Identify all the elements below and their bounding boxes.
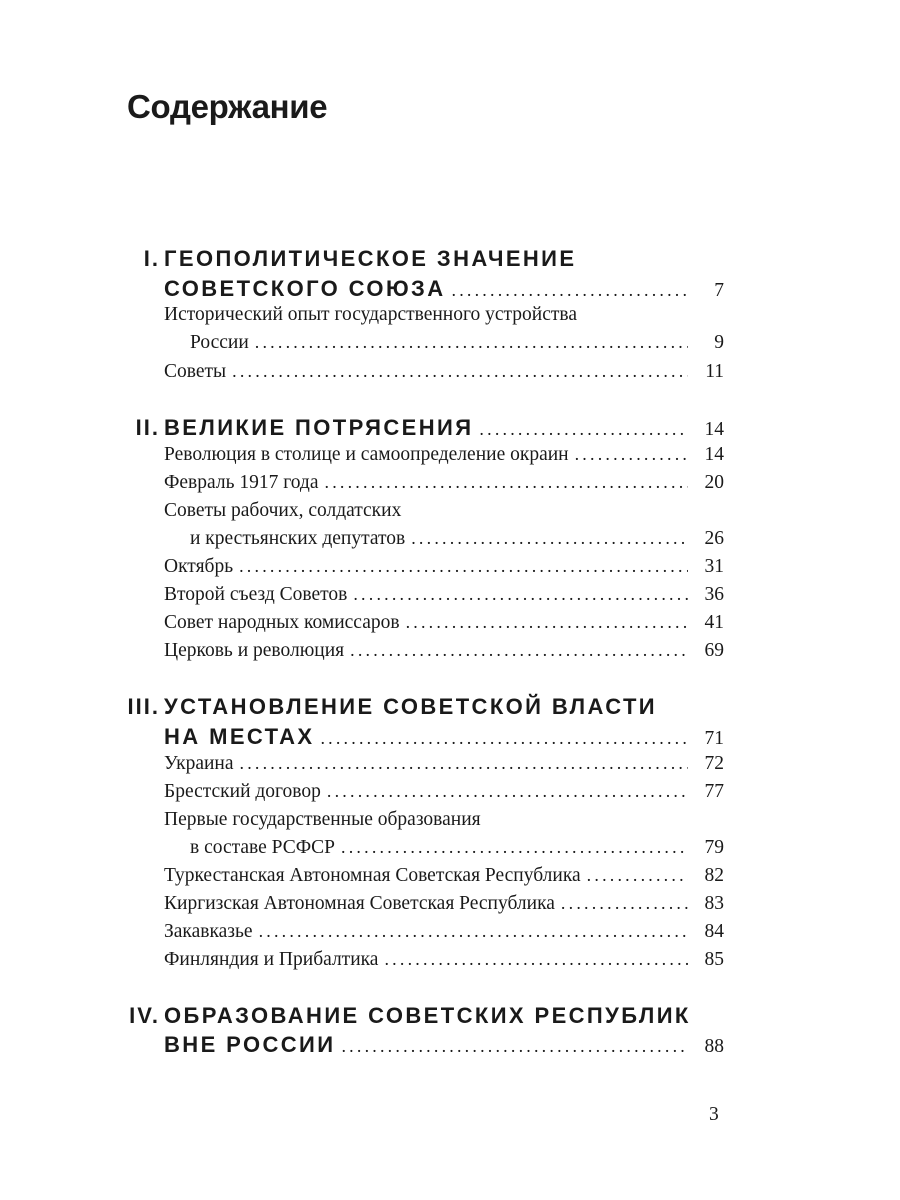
section-title: Февраль 1917 года (164, 472, 319, 493)
chapter-title: СОВЕТСКОГО СОЮЗА (164, 276, 446, 301)
section-title: Исторический опыт государственного устройства (164, 304, 578, 325)
dot-leader (240, 753, 689, 774)
dot-leader (575, 444, 688, 465)
dot-leader (353, 584, 688, 605)
page-ref: 82 (704, 865, 724, 886)
page-ref: 41 (704, 612, 724, 633)
section-title: Совет народных комиссаров (164, 612, 400, 633)
section-title: Советы рабочих, солдатских (164, 500, 402, 521)
page-ref: 14 (704, 419, 724, 440)
page-ref: 71 (704, 728, 724, 749)
chapter-number: IV. (129, 1003, 160, 1028)
section-title: Финляндия и Прибалтика (164, 949, 379, 970)
page-ref: 36 (704, 584, 724, 605)
section-title: и крестьянских депутатов (190, 528, 406, 549)
page-ref: 69 (704, 640, 724, 661)
page-number: 3 (709, 1104, 719, 1125)
dot-leader (239, 556, 688, 577)
dot-leader (384, 949, 688, 970)
page-ref: 26 (704, 528, 724, 549)
section-title: в составе РСФСР (190, 837, 336, 858)
chapter-number: III. (127, 694, 160, 719)
chapter-number: II. (135, 415, 160, 440)
chapter-title: ВЕЛИКИЕ ПОТРЯСЕНИЯ (164, 415, 474, 440)
page-ref: 14 (704, 444, 724, 465)
section-title: Советы (164, 361, 227, 382)
chapter-number: I. (143, 246, 160, 271)
chapter-title: ОБРАЗОВАНИЕ СОВЕТСКИХ РЕСПУБЛИК (164, 1003, 691, 1028)
dot-leader (327, 781, 688, 802)
dot-leader (259, 921, 688, 942)
dot-leader (325, 472, 689, 493)
dot-leader (406, 612, 688, 633)
page-ref: 84 (704, 921, 724, 942)
page-ref: 79 (704, 837, 724, 858)
section-title: Революция в столице и самоопределение окраин (164, 444, 569, 465)
dot-leader (232, 361, 688, 382)
section-title: Октябрь (164, 556, 234, 577)
dot-leader (561, 893, 688, 914)
dot-leader (350, 640, 688, 661)
dot-leader (341, 1036, 688, 1057)
page-ref: 85 (704, 949, 724, 970)
dot-leader (452, 280, 689, 301)
dot-leader (341, 837, 688, 858)
page-ref: 72 (704, 753, 724, 774)
section-title: Закавказье (164, 921, 253, 942)
section-title: Туркестанская Автономная Советская Республика (164, 865, 581, 886)
page-ref: 77 (704, 781, 724, 802)
chapter-title: НА МЕСТАХ (164, 724, 315, 749)
page-title: Содержание (127, 88, 328, 125)
page-ref: 11 (705, 361, 724, 382)
section-title: Брестский договор (164, 781, 321, 802)
dot-leader (587, 865, 688, 886)
chapter-title: ВНЕ РОССИИ (164, 1032, 336, 1057)
page-ref: 88 (704, 1036, 724, 1057)
section-title: Украина (164, 753, 234, 774)
dot-leader (479, 419, 688, 440)
dot-leader (320, 728, 688, 749)
section-title: Второй съезд Советов (164, 584, 348, 605)
section-title: Церковь и революция (164, 640, 345, 661)
page-ref: 31 (704, 556, 724, 577)
page-ref: 7 (714, 280, 724, 301)
section-title: Первые государственные образования (164, 809, 481, 830)
page-ref: 20 (704, 472, 724, 493)
chapter-title: УСТАНОВЛЕНИЕ СОВЕТСКОЙ ВЛАСТИ (164, 694, 658, 719)
page-ref: 9 (714, 332, 724, 353)
section-title: Киргизская Автономная Советская Республика (164, 893, 555, 914)
page-ref: 83 (704, 893, 724, 914)
section-title: России (190, 332, 249, 353)
dot-leader (255, 332, 688, 353)
chapter-title: ГЕОПОЛИТИЧЕСКОЕ ЗНАЧЕНИЕ (164, 246, 577, 271)
dot-leader (411, 528, 688, 549)
